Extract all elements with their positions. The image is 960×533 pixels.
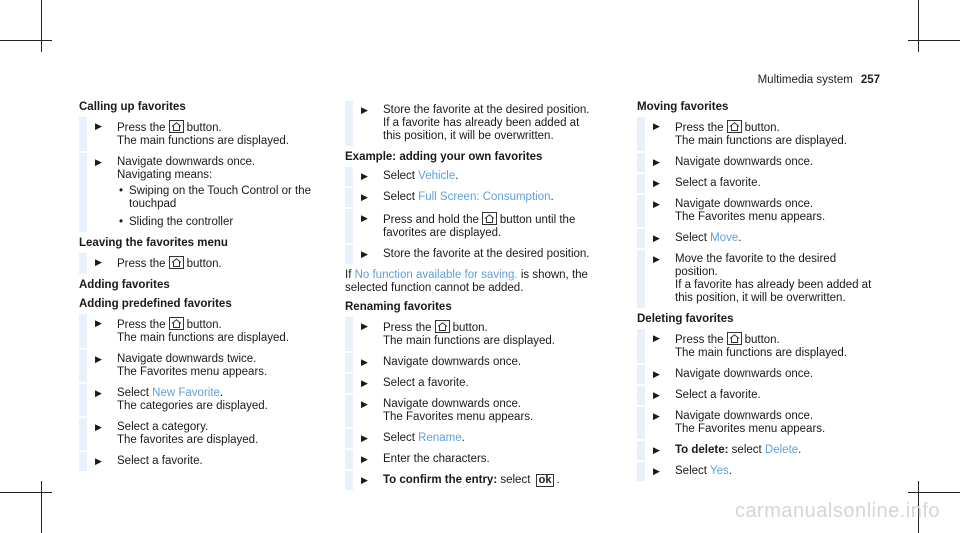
- arrow-right-icon: ▶: [95, 388, 102, 398]
- arrow-right-icon: ▶: [653, 390, 660, 400]
- arrow-right-icon: ▶: [361, 433, 368, 443]
- arrow-right-icon: ▶: [653, 121, 660, 131]
- column-2: [345, 104, 590, 495]
- arrow-right-icon: ▶: [361, 321, 368, 331]
- arrow-right-icon: ▶: [653, 445, 660, 455]
- step: ▶ Navigate downwards once. The Favorites menu appears.: [637, 198, 882, 224]
- arrow-right-icon: ▶: [95, 354, 102, 364]
- menu-item-rename: Rename: [418, 432, 462, 444]
- arrow-right-icon: ▶: [653, 411, 660, 421]
- step: ▶ Store the favorite at the desired position.: [345, 248, 590, 261]
- home-icon: [727, 120, 742, 133]
- step: ▶ Navigate downwards once. The Favorites menu appears.: [345, 398, 590, 424]
- arrow-right-icon: ▶: [653, 178, 660, 188]
- ok-key-icon: ok: [536, 474, 555, 487]
- step: ▶ To confirm the entry: select ok .: [345, 474, 590, 487]
- section-title: Multimedia system: [757, 74, 853, 86]
- list-item: • Swiping on the Touch Control or the touchpad: [117, 185, 324, 211]
- heading: Calling up favorites: [79, 101, 186, 113]
- home-icon: [482, 212, 497, 225]
- step: ▶ Move the favorite to the desired position. If a favorite has already been added at this position, it will be overwritten.: [637, 253, 882, 305]
- arrow-right-icon: ▶: [361, 105, 368, 115]
- arrow-right-icon: ▶: [361, 357, 368, 367]
- step: ▶ To delete: select Delete.: [637, 444, 882, 457]
- heading: Deleting favorites: [637, 313, 734, 325]
- arrow-right-icon: ▶: [361, 213, 368, 223]
- arrow-right-icon: ▶: [361, 171, 368, 181]
- list-item: • Sliding the controller: [117, 216, 324, 229]
- heading: Moving favorites: [637, 101, 729, 113]
- step: ▶ Select New Favorite. The categories are displayed.: [79, 387, 324, 413]
- step: ▶ Navigate downwards once. Navigating means: • Swiping on the Touch Control or the touchpad • Sliding the controller: [79, 156, 324, 229]
- arrow-right-icon: ▶: [653, 333, 660, 343]
- step: ▶ Navigate downwards once.: [637, 368, 882, 381]
- heading: Renaming favorites: [345, 301, 452, 313]
- arrow-right-icon: ▶: [361, 399, 368, 409]
- arrow-right-icon: ▶: [361, 378, 368, 388]
- step: ▶ Select Move.: [637, 232, 882, 245]
- bullet-list: [117, 185, 324, 229]
- arrow-right-icon: ▶: [653, 369, 660, 379]
- step: ▶ Press the button. The main functions are displayed.: [637, 120, 882, 148]
- step: ▶ Select a favorite.: [79, 455, 324, 468]
- crop-mark: [918, 0, 919, 52]
- arrow-right-icon: ▶: [95, 157, 102, 167]
- step: ▶ Navigate downwards once. The Favorites menu appears.: [637, 410, 882, 436]
- step: ▶ Press the button. The main functions are displayed.: [79, 120, 324, 148]
- arrow-right-icon: ▶: [95, 456, 102, 466]
- crop-mark: [0, 492, 52, 493]
- arrow-right-icon: ▶: [653, 233, 660, 243]
- home-icon: [169, 120, 184, 133]
- column-3: [637, 101, 882, 486]
- crop-mark: [41, 481, 42, 533]
- home-icon: [169, 256, 184, 269]
- heading: Adding predefined favorites: [79, 298, 232, 310]
- crop-mark: [908, 40, 960, 41]
- step: ▶ Select Rename.: [345, 432, 590, 445]
- arrow-right-icon: ▶: [653, 157, 660, 167]
- step: ▶ Select a category. The favorites are displayed.: [79, 421, 324, 447]
- menu-item-delete: Delete: [764, 444, 799, 456]
- step: ▶ Press the button. The main functions are displayed.: [79, 317, 324, 345]
- arrow-right-icon: ▶: [361, 192, 368, 202]
- menu-item-yes: Yes: [709, 465, 729, 477]
- crop-mark: [908, 492, 960, 493]
- step: ▶ Press the button. The main functions are displayed.: [637, 332, 882, 360]
- arrow-right-icon: ▶: [95, 422, 102, 432]
- step: ▶ Select Full Screen: Consumption.: [345, 191, 590, 204]
- note: If No function available for saving. is shown, the selected function cannot be added.: [345, 269, 588, 294]
- arrow-right-icon: ▶: [653, 466, 660, 476]
- home-icon: [169, 317, 184, 330]
- arrow-right-icon: ▶: [653, 199, 660, 209]
- heading: Leaving the favorites menu: [79, 237, 228, 249]
- step: ▶ Store the favorite at the desired position. If a favorite has already been added at this position, it will be overwritten.: [345, 104, 590, 143]
- arrow-right-icon: ▶: [95, 318, 102, 328]
- step: ▶ Navigate downwards twice. The Favorites menu appears.: [79, 353, 324, 379]
- menu-item-vehicle: Vehicle: [418, 170, 456, 182]
- home-icon: [727, 332, 742, 345]
- menu-item-new-favorite: New Favorite: [152, 387, 220, 399]
- arrow-right-icon: ▶: [361, 249, 368, 259]
- arrow-right-icon: ▶: [653, 254, 660, 264]
- page-header: [758, 74, 880, 86]
- step: ▶ Enter the characters.: [345, 453, 590, 466]
- step: ▶ Press and hold the button until the favorites are displayed.: [345, 212, 590, 240]
- home-icon: [435, 320, 450, 333]
- column-1: [79, 101, 324, 476]
- step: ▶ Select a favorite.: [637, 389, 882, 402]
- step: ▶ Navigate downwards once.: [637, 156, 882, 169]
- step: ▶ Select Yes.: [637, 465, 882, 478]
- arrow-right-icon: ▶: [361, 454, 368, 464]
- menu-item-full-screen-consumption: Full Screen: Consumption: [418, 191, 551, 203]
- message-no-function: No function available for saving.: [354, 269, 518, 281]
- heading: Adding favorites: [79, 279, 170, 291]
- menu-item-move: Move: [710, 232, 739, 244]
- crop-mark: [41, 0, 42, 52]
- arrow-right-icon: ▶: [361, 475, 368, 485]
- step: ▶ Navigate downwards once.: [345, 356, 590, 369]
- heading: Example: adding your own favorites: [345, 151, 543, 163]
- arrow-right-icon: ▶: [95, 257, 102, 267]
- arrow-right-icon: ▶: [95, 121, 102, 131]
- watermark: carmanualsonline.info: [734, 500, 940, 522]
- page-number: 257: [860, 74, 880, 86]
- crop-mark: [0, 40, 52, 41]
- step: ▶ Select a favorite.: [637, 177, 882, 190]
- step: ▶ Press the button. The main functions are displayed.: [345, 320, 590, 348]
- step: ▶ Press the button.: [79, 256, 324, 271]
- step: ▶ Select a favorite.: [345, 377, 590, 390]
- step: ▶ Select Vehicle.: [345, 170, 590, 183]
